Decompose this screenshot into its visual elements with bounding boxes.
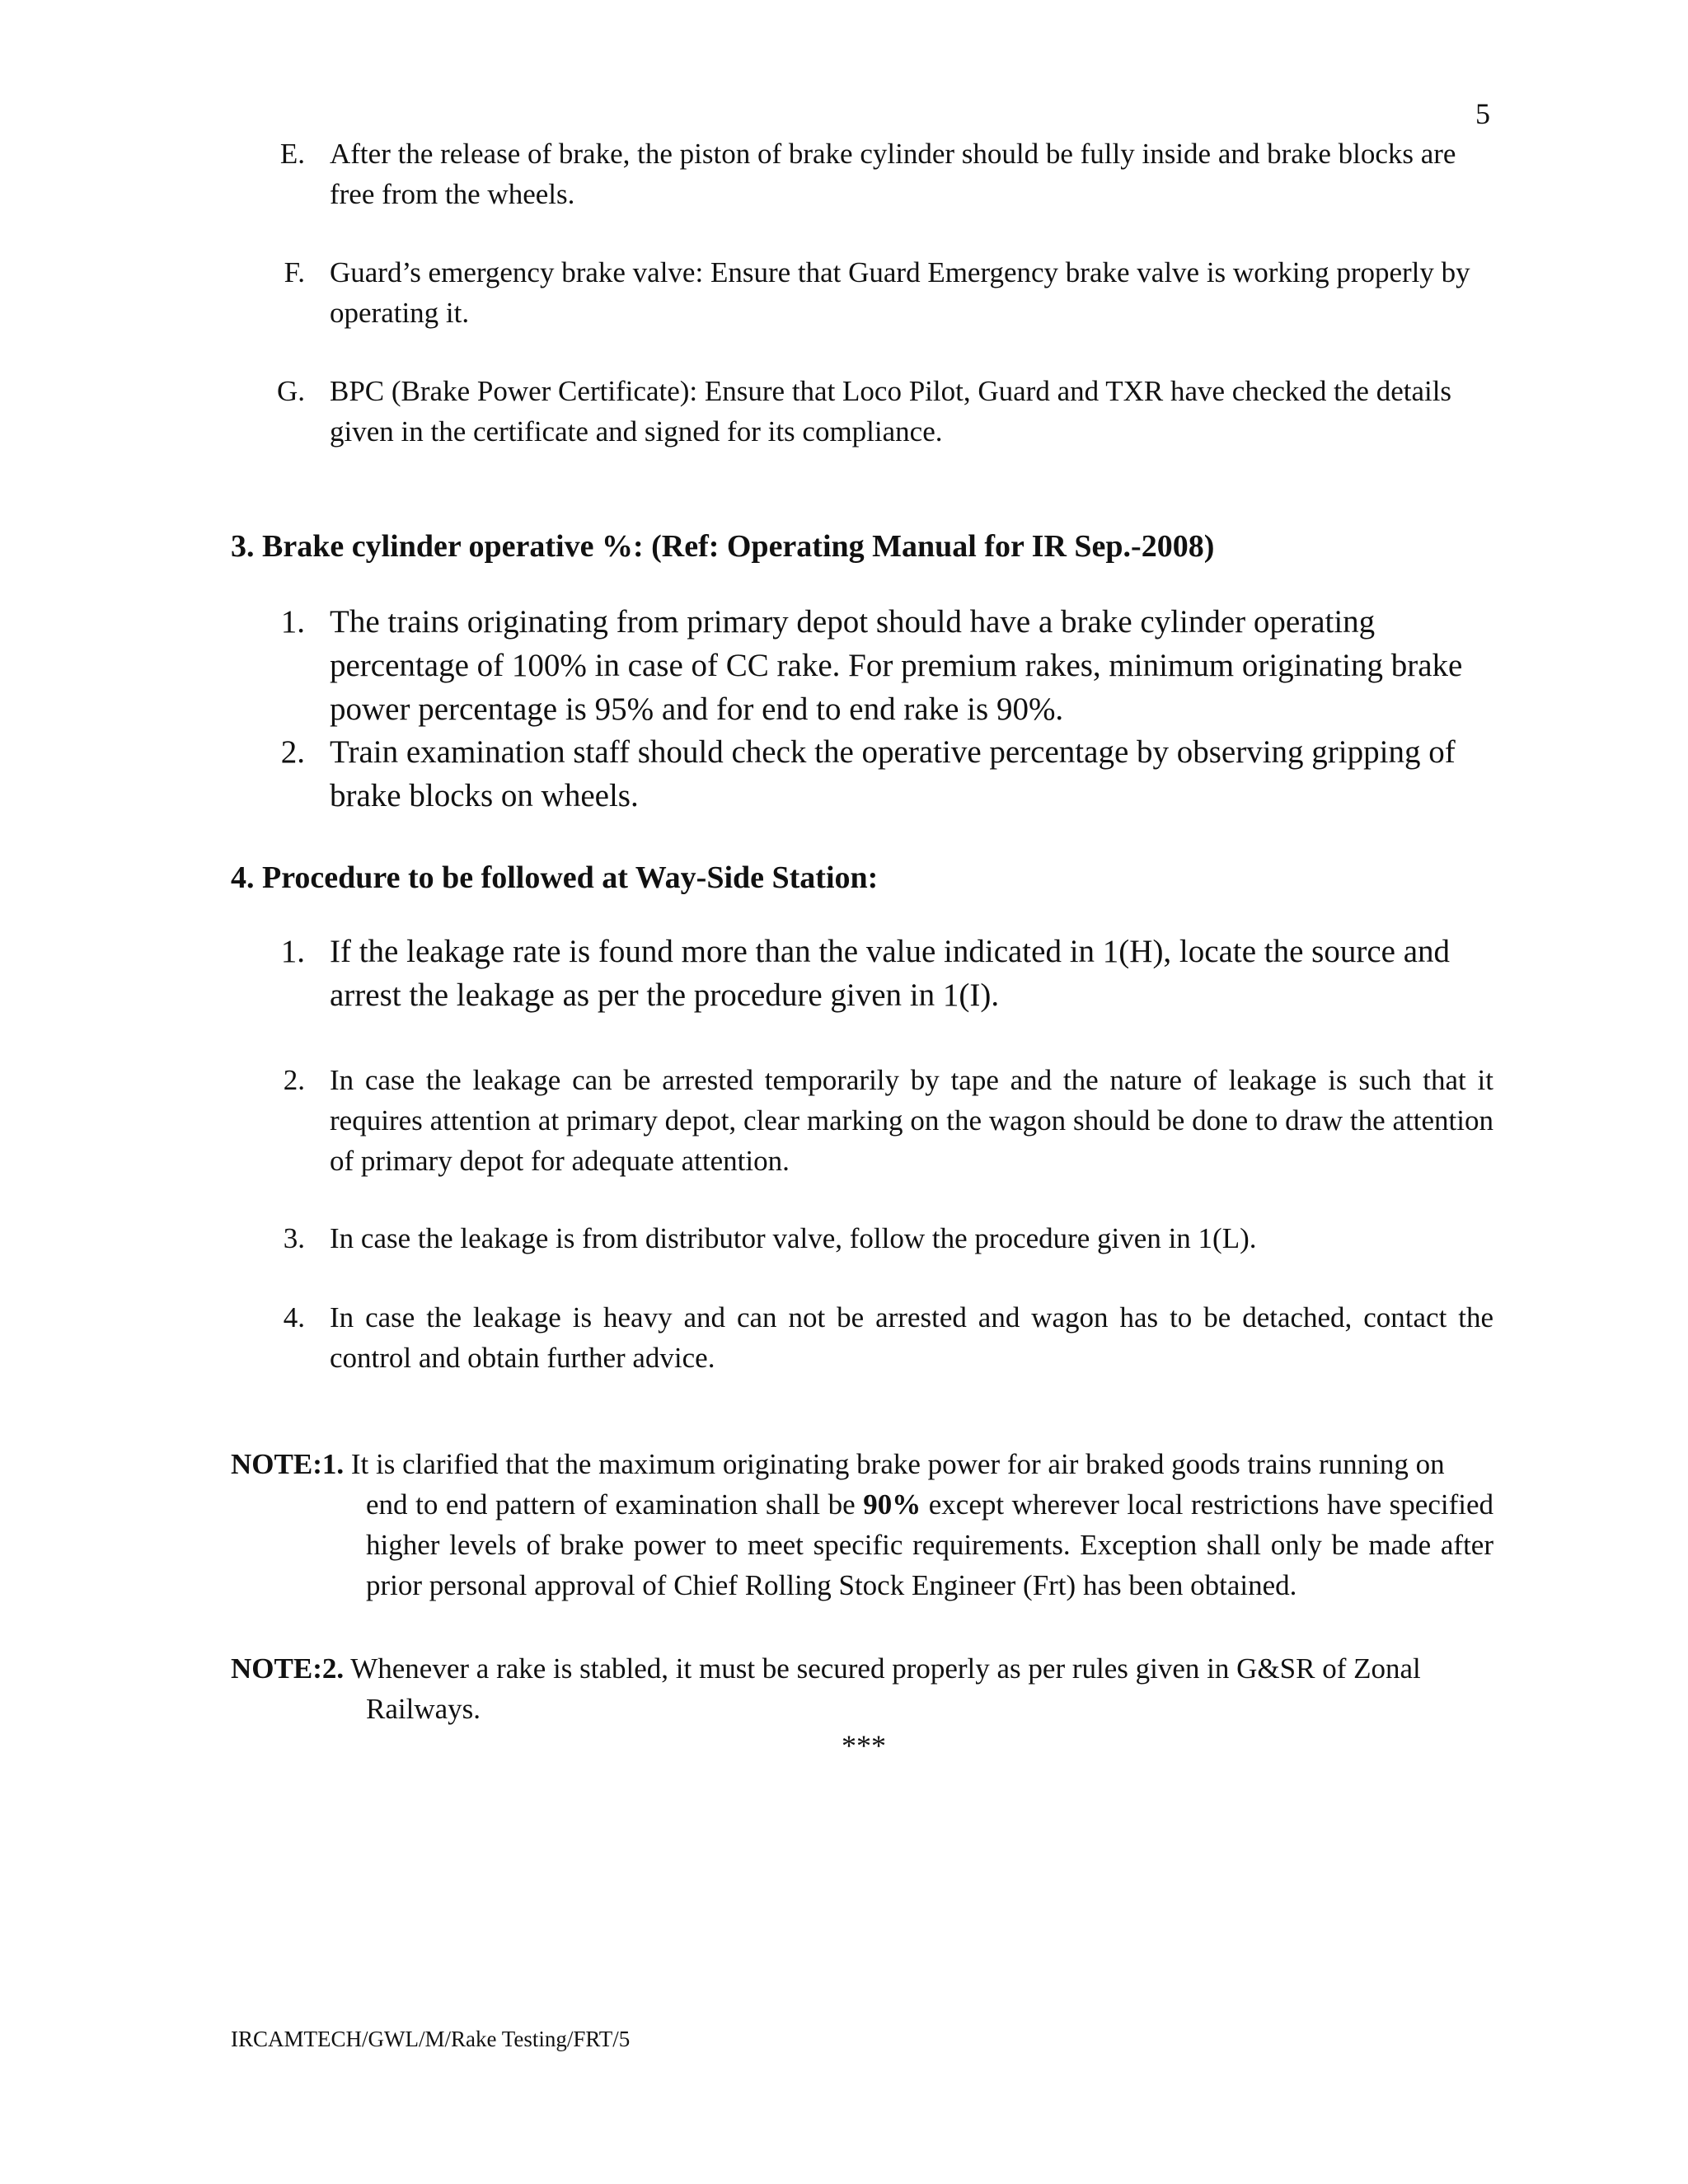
list-marker: 4.: [283, 1301, 305, 1333]
list-item-text: The trains originating from primary depot should have a brake cylinder operating percentage of 100% in case of CC rake. For premium rakes, minimum originating brake power percentage is 95% and for end to end rake is 90%.: [330, 604, 1463, 727]
list-marker: 3.: [283, 1222, 305, 1254]
list-marker: E.: [279, 138, 305, 170]
note-label: NOTE:1.: [231, 1448, 345, 1480]
list-item-text: After the release of brake, the piston of brake cylinder should be fully inside and brake blocks are free from the wheels.: [330, 138, 1456, 210]
list-marker: 1.: [280, 604, 305, 640]
list-item-text: Train examination staff should check the operative percentage by observing gripping of brake blocks on wheels.: [330, 734, 1456, 813]
section-heading: 3. Brake cylinder operative %: (Ref: Operating Manual for IR Sep.-2008): [231, 529, 1215, 564]
list-marker: 1.: [280, 934, 305, 969]
end-marker: ***: [842, 1729, 886, 1762]
list-marker: 2.: [280, 734, 305, 770]
list-marker: G.: [276, 375, 305, 407]
note-text: except wherever local restrictions have specified higher levels of brake power to meet specific requirements. Exception shall only be made after prior personal approval of Chief Rolling Stock Engineer (Frt) has been obtained.: [366, 1488, 1494, 1601]
note-text: Railways.: [366, 1693, 481, 1725]
list-marker: 2.: [283, 1064, 305, 1096]
list-item-text: In case the leakage is from distributor valve, follow the procedure given in 1(L).: [330, 1222, 1257, 1254]
section-heading: 4. Procedure to be followed at Way-Side Station:: [231, 860, 879, 895]
note-1: [231, 1444, 1493, 1605]
note-2: [231, 1648, 1493, 1729]
note-emphasis: 90%: [863, 1488, 921, 1521]
list-item-text: In case the leakage can be arrested temporarily by tape and the nature of leakage is such that it requires attention at primary depot, clear marking on the wagon should be done to draw the attention of primary depot for adequate attention.: [330, 1064, 1493, 1177]
note-label: NOTE:2.: [231, 1652, 345, 1685]
list-item-text: BPC (Brake Power Certificate): Ensure that Loco Pilot, Guard and TXR have checked the details given in the certificate and signed for its compliance.: [330, 375, 1452, 448]
note-first-line: It is clarified that the maximum originating brake power for air braked goods trains running on: [350, 1448, 1445, 1480]
list-item-text: Guard’s emergency brake valve: Ensure that Guard Emergency brake valve is working properly by operating it.: [330, 256, 1470, 329]
list-item-text: If the leakage rate is found more than the value indicated in 1(H), locate the source and arrest the leakage as per the procedure given in 1(I).: [330, 934, 1451, 1013]
list-marker: F.: [284, 256, 305, 288]
page-number: 5: [1475, 97, 1490, 130]
footer-reference: IRCAMTECH/GWL/M/Rake Testing/FRT/5: [231, 2027, 631, 2051]
list-item-text: In case the leakage is heavy and can not be arrested and wagon has to be detached, contact the control and obtain further advice.: [330, 1301, 1493, 1374]
note-text: end to end pattern of examination shall be: [366, 1488, 864, 1521]
note-first-line: Whenever a rake is stabled, it must be secured properly as per rules given in G&SR of Zonal: [350, 1652, 1421, 1685]
